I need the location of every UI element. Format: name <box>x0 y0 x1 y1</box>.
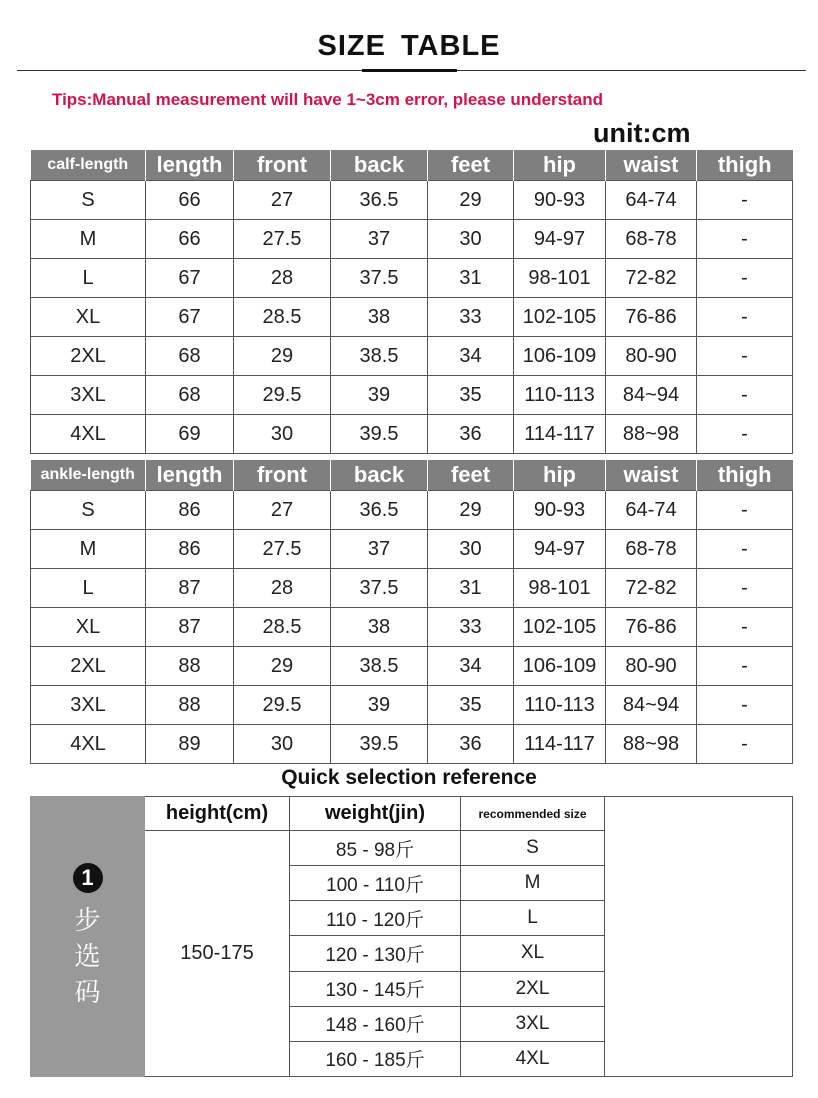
measurement-cell: 69 <box>146 415 234 454</box>
measurement-cell: 39.5 <box>331 415 428 454</box>
size-cell: 2XL <box>31 337 146 376</box>
measurement-cell: - <box>697 220 793 259</box>
table-row <box>31 220 793 259</box>
column-header: length <box>146 150 234 181</box>
measurement-cell: 86 <box>146 530 234 569</box>
measurement-cell: 67 <box>146 298 234 337</box>
measurement-cell: 98-101 <box>514 259 606 298</box>
table-row <box>31 608 793 647</box>
size-cell: 3XL <box>31 686 146 725</box>
size-cell: 4XL <box>31 725 146 764</box>
table-row <box>31 647 793 686</box>
measurement-cell: 29 <box>428 491 514 530</box>
column-header: back <box>331 150 428 181</box>
column-header: hip <box>514 460 606 491</box>
measurement-cell: 88 <box>146 647 234 686</box>
measurement-cell: 106-109 <box>514 647 606 686</box>
height-range-cell: 150-175 <box>145 831 290 1077</box>
measurement-cell: 27 <box>234 491 331 530</box>
column-header: thigh <box>697 460 793 491</box>
weight-cell: 120 - 130斤 <box>290 936 461 971</box>
measurement-cell: 39 <box>331 376 428 415</box>
size-cell: L <box>31 569 146 608</box>
measurement-cell: - <box>697 725 793 764</box>
table-row <box>31 337 793 376</box>
column-header: length <box>146 460 234 491</box>
quick-selection-table <box>30 796 793 1077</box>
measurement-cell: - <box>697 298 793 337</box>
step-label-char: 步 <box>74 905 101 936</box>
column-header: ankle-length <box>31 460 146 491</box>
measurement-cell: 102-105 <box>514 608 606 647</box>
step-number-badge: 1 <box>73 863 103 893</box>
measurement-cell: 86 <box>146 491 234 530</box>
measurement-cell: 90-93 <box>514 491 606 530</box>
step-label-char: 选 <box>74 941 101 972</box>
measurement-cell: 66 <box>146 220 234 259</box>
measurement-cell: 30 <box>428 530 514 569</box>
measurement-cell: - <box>697 608 793 647</box>
measurement-cell: 76-86 <box>606 608 697 647</box>
measurement-cell: 39 <box>331 686 428 725</box>
table-row <box>31 376 793 415</box>
size-cell: 3XL <box>461 1006 605 1041</box>
measurement-cell: 29 <box>234 337 331 376</box>
measurement-cell: 35 <box>428 376 514 415</box>
measurement-cell: 64-74 <box>606 491 697 530</box>
table-header-row <box>31 460 793 491</box>
measurement-cell: 72-82 <box>606 259 697 298</box>
measurement-cell: 36 <box>428 725 514 764</box>
measurement-cell: 31 <box>428 569 514 608</box>
size-cell: S <box>31 491 146 530</box>
measurement-cell: - <box>697 569 793 608</box>
measurement-cell: 106-109 <box>514 337 606 376</box>
measurement-cell: 84~94 <box>606 376 697 415</box>
step-panel <box>31 797 145 1077</box>
measurement-cell: 27.5 <box>234 530 331 569</box>
measurement-cell: 72-82 <box>606 569 697 608</box>
measurement-cell: 90-93 <box>514 181 606 220</box>
table-row <box>31 725 793 764</box>
measurement-cell: - <box>697 491 793 530</box>
column-header: feet <box>428 150 514 181</box>
calf-length-size-table <box>30 150 793 454</box>
measurement-cell: - <box>697 530 793 569</box>
measurement-cell: 68-78 <box>606 220 697 259</box>
blank-column <box>605 797 793 1077</box>
measurement-cell: 27 <box>234 181 331 220</box>
measurement-cell: - <box>697 686 793 725</box>
size-cell: L <box>461 901 605 936</box>
measurement-cell: 30 <box>428 220 514 259</box>
size-cell: S <box>461 831 605 866</box>
measurement-cell: - <box>697 415 793 454</box>
measurement-cell: 102-105 <box>514 298 606 337</box>
measurement-cell: 88~98 <box>606 415 697 454</box>
measurement-cell: 29 <box>428 181 514 220</box>
step-label-char: 码 <box>74 977 101 1008</box>
size-cell: 4XL <box>31 415 146 454</box>
recommended-size-header: recommended size <box>461 797 605 831</box>
measurement-cell: 94-97 <box>514 220 606 259</box>
measurement-cell: 38.5 <box>331 647 428 686</box>
measurement-cell: 80-90 <box>606 337 697 376</box>
column-header: hip <box>514 150 606 181</box>
table-row <box>31 569 793 608</box>
column-header: waist <box>606 460 697 491</box>
measurement-cell: 87 <box>146 569 234 608</box>
measurement-cell: 30 <box>234 725 331 764</box>
height-header: height(cm) <box>145 797 290 831</box>
table-row <box>31 181 793 220</box>
weight-cell: 100 - 110斤 <box>290 866 461 901</box>
weight-cell: 130 - 145斤 <box>290 971 461 1006</box>
measurement-cell: - <box>697 259 793 298</box>
size-cell: 2XL <box>461 971 605 1006</box>
quick-selection-header-row <box>31 797 793 831</box>
size-cell: XL <box>31 608 146 647</box>
measurement-cell: 37 <box>331 530 428 569</box>
measurement-cell: 28 <box>234 259 331 298</box>
unit-label: unit:cm <box>593 118 691 148</box>
measurement-cell: 33 <box>428 608 514 647</box>
size-cell: 4XL <box>461 1041 605 1076</box>
measurement-cell: 37 <box>331 220 428 259</box>
table-row <box>31 491 793 530</box>
measurement-cell: 27.5 <box>234 220 331 259</box>
measurement-cell: 80-90 <box>606 647 697 686</box>
measurement-cell: - <box>697 647 793 686</box>
weight-cell: 110 - 120斤 <box>290 901 461 936</box>
measurement-cell: 98-101 <box>514 569 606 608</box>
table-row <box>31 259 793 298</box>
weight-cell: 85 - 98斤 <box>290 831 461 866</box>
measurement-cell: 114-117 <box>514 415 606 454</box>
measurement-cell: 67 <box>146 259 234 298</box>
measurement-cell: 110-113 <box>514 686 606 725</box>
table-row <box>31 686 793 725</box>
measurement-cell: 38 <box>331 298 428 337</box>
quick-selection-title: Quick selection reference <box>281 766 537 789</box>
table-row <box>31 415 793 454</box>
measurement-cell: 68-78 <box>606 530 697 569</box>
measurement-tips: Tips:Manual measurement will have 1~3cm error, please understand <box>52 90 603 109</box>
measurement-cell: 66 <box>146 181 234 220</box>
page-title: SIZE TABLE <box>317 30 501 62</box>
column-header: waist <box>606 150 697 181</box>
measurement-cell: 28 <box>234 569 331 608</box>
measurement-cell: 30 <box>234 415 331 454</box>
weight-header: weight(jin) <box>290 797 461 831</box>
measurement-cell: 36 <box>428 415 514 454</box>
size-cell: M <box>31 220 146 259</box>
table-row <box>31 530 793 569</box>
weight-cell: 148 - 160斤 <box>290 1006 461 1041</box>
size-cell: 2XL <box>31 647 146 686</box>
measurement-cell: 94-97 <box>514 530 606 569</box>
measurement-cell: 88~98 <box>606 725 697 764</box>
size-cell: S <box>31 181 146 220</box>
measurement-cell: 87 <box>146 608 234 647</box>
column-header: back <box>331 460 428 491</box>
measurement-cell: 33 <box>428 298 514 337</box>
size-cell: L <box>31 259 146 298</box>
measurement-cell: 88 <box>146 686 234 725</box>
measurement-cell: 35 <box>428 686 514 725</box>
measurement-cell: 68 <box>146 376 234 415</box>
measurement-cell: 28.5 <box>234 298 331 337</box>
measurement-cell: 39.5 <box>331 725 428 764</box>
measurement-cell: 84~94 <box>606 686 697 725</box>
measurement-cell: 34 <box>428 647 514 686</box>
title-underline-accent <box>362 69 457 72</box>
measurement-cell: 36.5 <box>331 491 428 530</box>
size-cell: XL <box>461 936 605 971</box>
measurement-cell: - <box>697 181 793 220</box>
size-cell: M <box>31 530 146 569</box>
measurement-cell: 29.5 <box>234 376 331 415</box>
weight-cell: 160 - 185斤 <box>290 1041 461 1076</box>
column-header: thigh <box>697 150 793 181</box>
column-header: feet <box>428 460 514 491</box>
size-cell: M <box>461 866 605 901</box>
measurement-cell: 64-74 <box>606 181 697 220</box>
table-header-row <box>31 150 793 181</box>
ankle-length-size-table <box>30 460 793 764</box>
measurement-cell: 31 <box>428 259 514 298</box>
measurement-cell: 37.5 <box>331 569 428 608</box>
table-row <box>31 298 793 337</box>
size-cell: 3XL <box>31 376 146 415</box>
measurement-cell: 34 <box>428 337 514 376</box>
measurement-cell: 114-117 <box>514 725 606 764</box>
measurement-cell: 36.5 <box>331 181 428 220</box>
measurement-cell: 68 <box>146 337 234 376</box>
column-header: calf-length <box>31 150 146 181</box>
column-header: front <box>234 460 331 491</box>
measurement-cell: 29 <box>234 647 331 686</box>
measurement-cell: 28.5 <box>234 608 331 647</box>
column-header: front <box>234 150 331 181</box>
measurement-cell: 89 <box>146 725 234 764</box>
measurement-cell: 38 <box>331 608 428 647</box>
size-cell: XL <box>31 298 146 337</box>
measurement-cell: 76-86 <box>606 298 697 337</box>
measurement-cell: - <box>697 376 793 415</box>
measurement-cell: 38.5 <box>331 337 428 376</box>
measurement-cell: 37.5 <box>331 259 428 298</box>
measurement-cell: 110-113 <box>514 376 606 415</box>
measurement-cell: 29.5 <box>234 686 331 725</box>
measurement-cell: - <box>697 337 793 376</box>
